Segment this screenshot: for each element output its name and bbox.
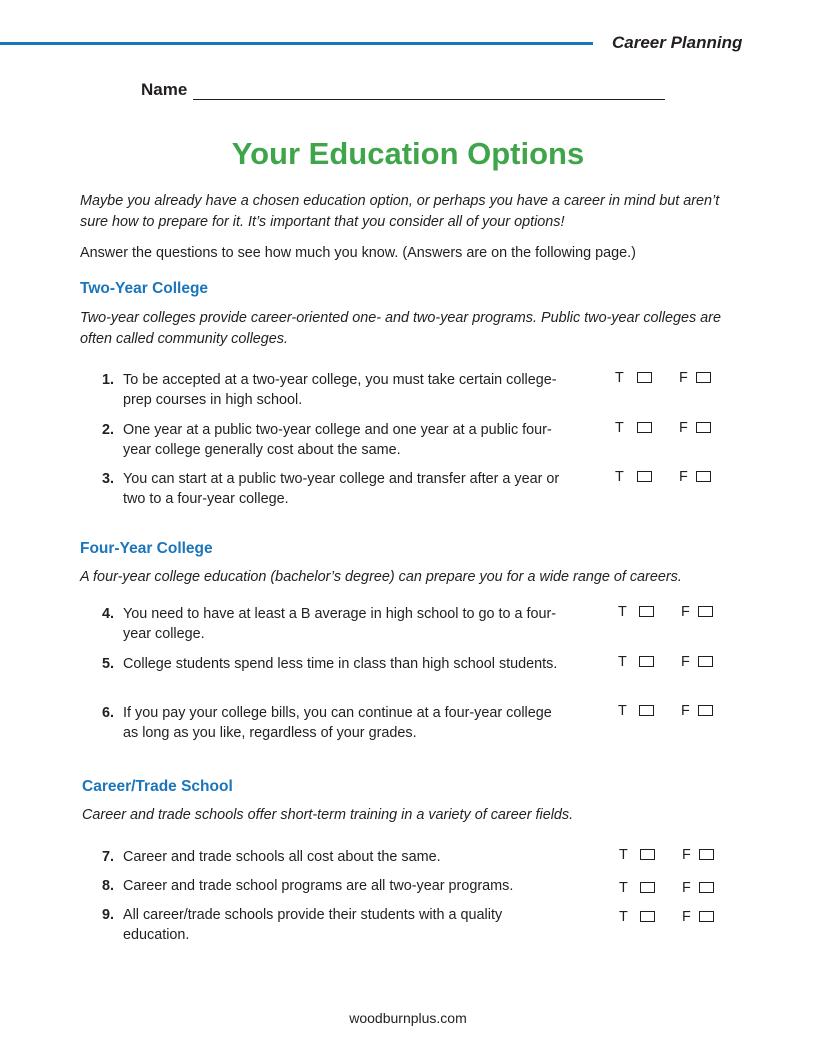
question-row [0,370,816,414]
false-label: F [681,703,690,719]
question-text: If you pay your college bills, you can continue at a four-year college as long as you like, regardless of your grades. [123,705,552,741]
true-label: T [618,654,627,670]
true-label: T [615,469,624,485]
question-number: 3. [101,471,114,487]
true-checkbox[interactable] [639,656,654,667]
section-heading-career-trade-school: Career/Trade School [82,778,233,795]
question-number: 5. [101,656,114,672]
intro-text: Maybe you already have a chosen education option, or perhaps you have a career in mind but aren’t sure how to prepare for it. It’s important that you consider all of your options! [80,193,720,230]
false-label: F [682,847,691,863]
question-number: 6. [101,705,114,721]
true-checkbox[interactable] [639,606,654,617]
question-text: You need to have at least a B average in high school to go to a four-year college. [123,606,557,642]
section-heading-two-year-college: Two-Year College [80,280,209,297]
header-title: Career Planning [612,33,743,52]
question-number: 1. [101,372,114,388]
false-label: F [682,909,691,925]
section-heading-four-year-college: Four-Year College [80,540,213,557]
question-text: College students spend less time in class than high school students. [123,656,558,672]
true-checkbox[interactable] [640,849,655,860]
true-checkbox[interactable] [640,882,655,893]
name-row [141,80,665,100]
false-checkbox[interactable] [699,849,714,860]
question-row [0,469,816,513]
false-checkbox[interactable] [698,656,713,667]
question-text: To be accepted at a two-year college, you must take certain college-prep courses in high school. [123,372,557,408]
false-checkbox[interactable] [698,606,713,617]
question-row [0,604,816,648]
question-number: 7. [101,849,114,865]
page-title: Your Education Options [231,136,585,171]
section-description-career-trade-school: Career and trade schools offer short-term training in a variety of career fields. [82,807,574,823]
header-rule [0,42,593,45]
question-text: All career/trade schools provide their students with a quality education. [123,907,503,943]
name-label: Name [141,80,188,99]
true-label: T [615,420,624,436]
true-label: T [619,847,628,863]
question-number: 9. [101,907,114,923]
question-number: 2. [101,422,114,438]
false-label: F [679,420,688,436]
false-label: F [682,880,691,896]
question-number: 4. [101,606,114,622]
false-label: F [679,370,688,386]
question-row [0,654,816,698]
false-checkbox[interactable] [696,372,711,383]
true-checkbox[interactable] [637,372,652,383]
true-checkbox[interactable] [640,911,655,922]
true-label: T [618,703,627,719]
true-label: T [619,909,628,925]
true-label: T [615,370,624,386]
false-label: F [681,654,690,670]
true-checkbox[interactable] [639,705,654,716]
false-checkbox[interactable] [698,705,713,716]
question-row [0,703,816,747]
true-label: T [619,880,628,896]
section-description-two-year-college: Two-year colleges provide career-oriented one- and two-year programs. Public two-year colleges are often called community colleges. [80,310,721,347]
question-text: You can start at a public two-year college and transfer after a year or two to a four-year college. [123,471,560,507]
false-checkbox[interactable] [696,471,711,482]
true-checkbox[interactable] [637,422,652,433]
question-text: Career and trade school programs are all two-year programs. [123,878,514,894]
instructions-text: Answer the questions to see how much you know. (Answers are on the following page.) [80,245,636,261]
question-text: Career and trade schools all cost about the same. [123,849,441,865]
question-text: One year at a public two-year college and one year at a public four-year college generally cost about the same. [123,422,552,458]
name-field[interactable] [193,85,665,100]
section-description-four-year-college: A four-year college education (bachelor’s degree) can prepare you for a wide range of careers. [80,569,682,585]
question-number: 8. [101,878,114,894]
false-label: F [681,604,690,620]
false-checkbox[interactable] [699,911,714,922]
question-row [0,420,816,464]
question-row [0,905,816,949]
false-checkbox[interactable] [699,882,714,893]
footer-url: woodburnplus.com [349,1010,467,1026]
false-checkbox[interactable] [696,422,711,433]
true-label: T [618,604,627,620]
true-checkbox[interactable] [637,471,652,482]
false-label: F [679,469,688,485]
